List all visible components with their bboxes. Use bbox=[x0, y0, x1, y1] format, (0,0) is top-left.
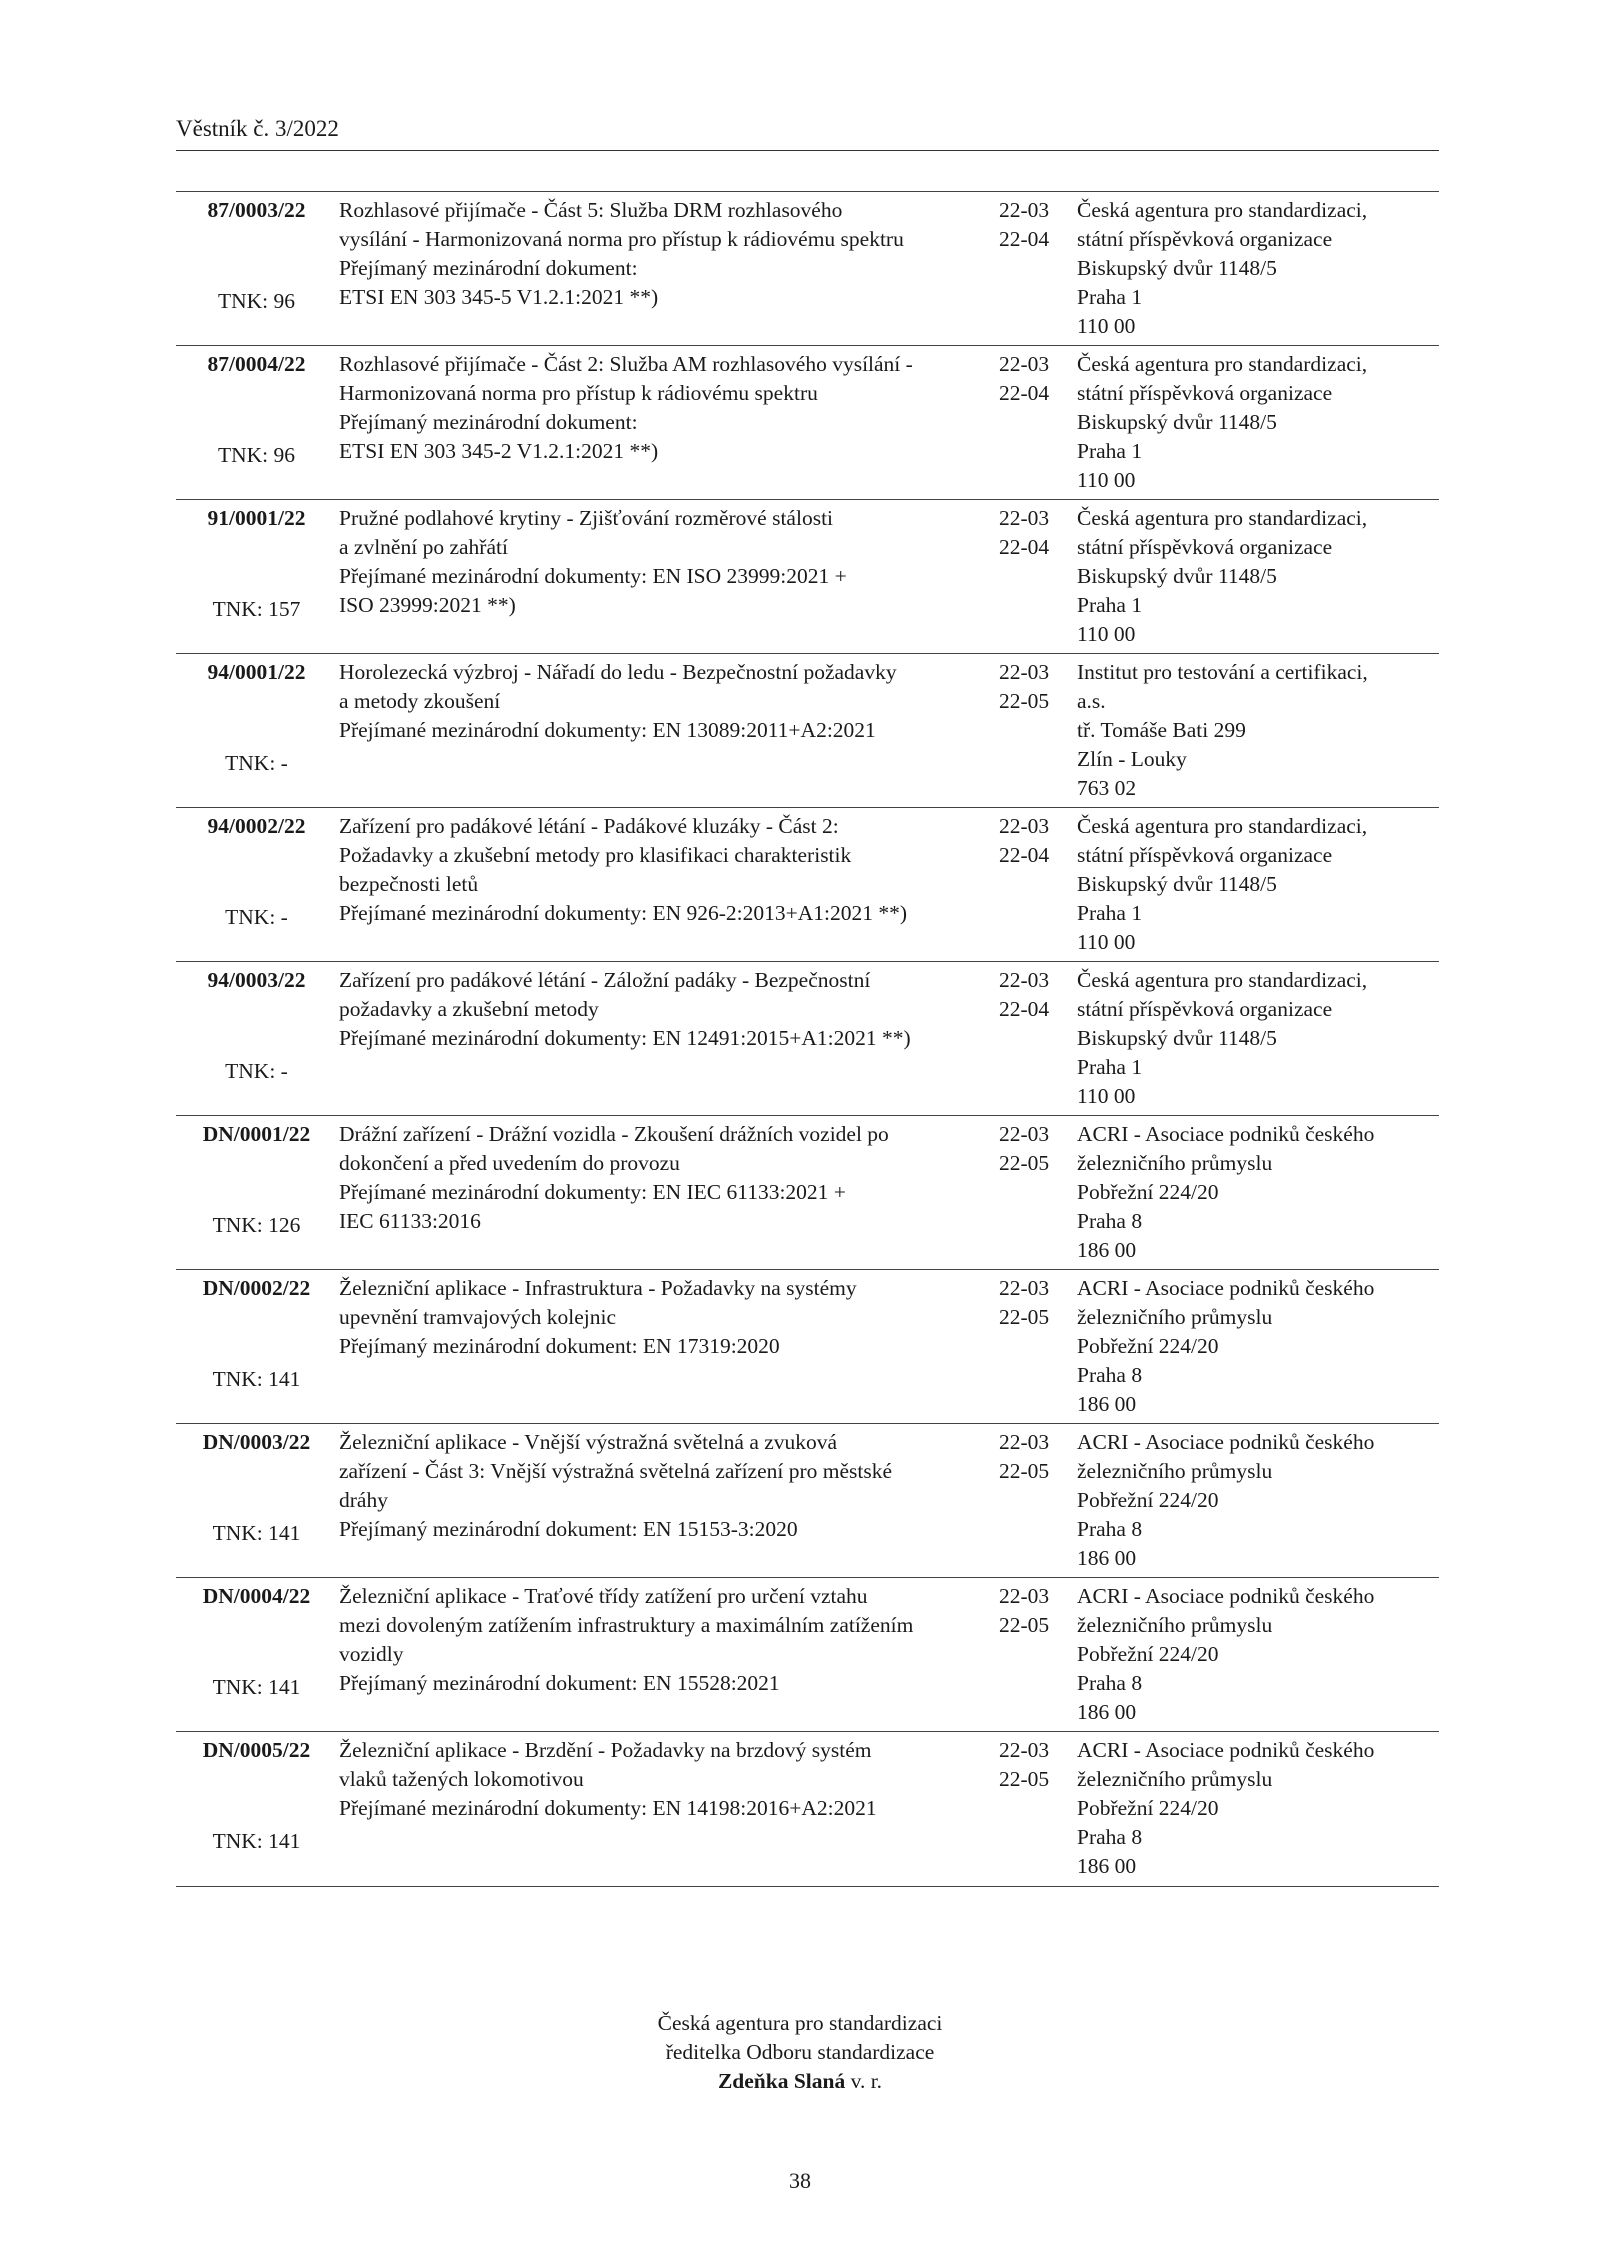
date-value: 22-04 bbox=[999, 227, 1050, 251]
title-cell bbox=[331, 196, 993, 345]
organization-line: Praha 1 bbox=[1077, 1055, 1143, 1079]
title-line: Pružné podlahové krytiny - Zjišťování rozměrové stálosti bbox=[339, 506, 834, 530]
organization-line: 186 00 bbox=[1077, 1854, 1137, 1878]
date-value: 22-03 bbox=[999, 1276, 1050, 1300]
tnk-number: TNK: - bbox=[225, 905, 288, 929]
date-value: 22-05 bbox=[999, 1305, 1050, 1329]
organization-line: Pobřežní 224/20 bbox=[1077, 1488, 1219, 1512]
title-line: upevnění tramvajových kolejnic bbox=[339, 1305, 617, 1329]
signature-role: ředitelka Odboru standardizace bbox=[665, 2040, 935, 2064]
code-cell bbox=[176, 658, 331, 807]
date-value: 22-03 bbox=[999, 198, 1050, 222]
date-value: 22-05 bbox=[999, 689, 1050, 713]
organization-cell bbox=[1073, 1582, 1439, 1731]
title-line: Přejímaný mezinárodní dokument: EN 17319:2020 bbox=[339, 1334, 780, 1358]
organization-cell bbox=[1073, 1274, 1439, 1423]
title-cell bbox=[331, 1428, 993, 1577]
date-value: 22-04 bbox=[999, 381, 1050, 405]
date-value: 22-03 bbox=[999, 660, 1050, 684]
date-value: 22-05 bbox=[999, 1151, 1050, 1175]
title-line: Přejímané mezinárodní dokumenty: EN 926-2:2013+A1:2021 **) bbox=[339, 901, 908, 925]
organization-line: Praha 1 bbox=[1077, 593, 1143, 617]
date-value: 22-05 bbox=[999, 1459, 1050, 1483]
title-line: Přejímané mezinárodní dokumenty: EN 12491:2015+A1:2021 **) bbox=[339, 1026, 911, 1050]
title-line: ISO 23999:2021 **) bbox=[339, 593, 516, 617]
organization-line: Praha 1 bbox=[1077, 285, 1143, 309]
table-row bbox=[176, 653, 1439, 807]
standard-code: DN/0004/22 bbox=[202, 1584, 311, 1608]
dates-cell bbox=[993, 196, 1073, 345]
organization-line: Pobřežní 224/20 bbox=[1077, 1642, 1219, 1666]
organization-cell bbox=[1073, 1428, 1439, 1577]
organization-line: železničního průmyslu bbox=[1077, 1613, 1273, 1637]
table-row bbox=[176, 1577, 1439, 1731]
title-line: dokončení a před uvedením do provozu bbox=[339, 1151, 680, 1175]
organization-line: 186 00 bbox=[1077, 1700, 1137, 1724]
title-line: bezpečnosti letů bbox=[339, 872, 479, 896]
organization-line: Praha 1 bbox=[1077, 901, 1143, 925]
title-line: Rozhlasové přijímače - Část 5: Služba DRM rozhlasového bbox=[339, 198, 843, 222]
organization-line: 186 00 bbox=[1077, 1238, 1137, 1262]
title-line: dráhy bbox=[339, 1488, 388, 1512]
standard-code: DN/0001/22 bbox=[202, 1122, 311, 1146]
title-line: Přejímaný mezinárodní dokument: EN 15153-3:2020 bbox=[339, 1517, 798, 1541]
organization-cell bbox=[1073, 812, 1439, 961]
organization-line: ACRI - Asociace podniků českého bbox=[1077, 1738, 1375, 1762]
title-cell bbox=[331, 812, 993, 961]
dates-cell bbox=[993, 812, 1073, 961]
date-value: 22-03 bbox=[999, 1122, 1050, 1146]
organization-line: Česká agentura pro standardizaci, bbox=[1077, 198, 1368, 222]
title-line: Harmonizovaná norma pro přístup k rádiovému spektru bbox=[339, 381, 818, 405]
organization-line: Pobřežní 224/20 bbox=[1077, 1796, 1219, 1820]
tnk-number: TNK: - bbox=[225, 751, 288, 775]
date-value: 22-05 bbox=[999, 1767, 1050, 1791]
page-number: 38 bbox=[789, 2168, 811, 2193]
organization-line: Česká agentura pro standardizaci, bbox=[1077, 814, 1368, 838]
date-value: 22-04 bbox=[999, 535, 1050, 559]
organization-line: Praha 8 bbox=[1077, 1209, 1143, 1233]
title-line: Rozhlasové přijímače - Část 2: Služba AM rozhlasového vysílání - bbox=[339, 352, 913, 376]
code-cell bbox=[176, 966, 331, 1115]
journal-title: Věstník č. 3/2022 bbox=[176, 116, 339, 141]
title-line: požadavky a zkušební metody bbox=[339, 997, 599, 1021]
code-cell bbox=[176, 1428, 331, 1577]
organization-line: 186 00 bbox=[1077, 1392, 1137, 1416]
organization-cell bbox=[1073, 196, 1439, 345]
title-cell bbox=[331, 1736, 993, 1886]
standard-code: 94/0001/22 bbox=[207, 660, 306, 684]
organization-line: Praha 8 bbox=[1077, 1825, 1143, 1849]
title-cell bbox=[331, 1274, 993, 1423]
tnk-number: TNK: 157 bbox=[212, 597, 301, 621]
title-line: IEC 61133:2016 bbox=[339, 1209, 481, 1233]
title-line: vysílání - Harmonizovaná norma pro přístup k rádiovému spektru bbox=[339, 227, 904, 251]
date-value: 22-03 bbox=[999, 1738, 1050, 1762]
title-line: Přejímané mezinárodní dokumenty: EN 14198:2016+A2:2021 bbox=[339, 1796, 877, 1820]
organization-cell bbox=[1073, 350, 1439, 499]
tnk-number: TNK: 96 bbox=[217, 443, 296, 467]
standard-code: DN/0005/22 bbox=[202, 1738, 311, 1762]
organization-cell bbox=[1073, 1120, 1439, 1269]
tnk-number: TNK: 141 bbox=[212, 1367, 301, 1391]
organization-line: 110 00 bbox=[1077, 314, 1136, 338]
organization-line: 110 00 bbox=[1077, 468, 1136, 492]
standard-code: 94/0003/22 bbox=[207, 968, 306, 992]
title-line: Přejímané mezinárodní dokumenty: EN IEC 61133:2021 + bbox=[339, 1180, 846, 1204]
organization-line: 186 00 bbox=[1077, 1546, 1137, 1570]
organization-line: Česká agentura pro standardizaci, bbox=[1077, 968, 1368, 992]
organization-line: železničního průmyslu bbox=[1077, 1459, 1273, 1483]
code-cell bbox=[176, 504, 331, 653]
organization-line: Biskupský dvůr 1148/5 bbox=[1077, 256, 1277, 280]
title-line: Železniční aplikace - Brzdění - Požadavky na brzdový systém bbox=[339, 1738, 872, 1762]
code-cell bbox=[176, 1736, 331, 1886]
organization-line: státní příspěvková organizace bbox=[1077, 381, 1333, 405]
dates-cell bbox=[993, 1428, 1073, 1577]
table-row bbox=[176, 961, 1439, 1115]
title-line: Přejímané mezinárodní dokumenty: EN ISO 23999:2021 + bbox=[339, 564, 847, 588]
date-value: 22-05 bbox=[999, 1613, 1050, 1637]
title-line: vozidly bbox=[339, 1642, 404, 1666]
date-value: 22-03 bbox=[999, 814, 1050, 838]
standard-code: 94/0002/22 bbox=[207, 814, 306, 838]
table-row bbox=[176, 499, 1439, 653]
title-line: Přejímaný mezinárodní dokument: EN 15528:2021 bbox=[339, 1671, 780, 1695]
organization-line: 763 02 bbox=[1077, 776, 1137, 800]
title-line: Drážní zařízení - Drážní vozidla - Zkoušení drážních vozidel po bbox=[339, 1122, 889, 1146]
title-line: zařízení - Část 3: Vnější výstražná světelná zařízení pro městské bbox=[339, 1459, 893, 1483]
title-line: Zařízení pro padákové létání - Padákové kluzáky - Část 2: bbox=[339, 814, 839, 838]
title-line: Přejímaný mezinárodní dokument: bbox=[339, 410, 638, 434]
title-line: Požadavky a zkušební metody pro klasifikaci charakteristik bbox=[339, 843, 852, 867]
organization-line: ACRI - Asociace podniků českého bbox=[1077, 1584, 1375, 1608]
dates-cell bbox=[993, 1120, 1073, 1269]
organization-line: státní příspěvková organizace bbox=[1077, 843, 1333, 867]
date-value: 22-03 bbox=[999, 1584, 1050, 1608]
organization-line: 110 00 bbox=[1077, 1084, 1136, 1108]
title-cell bbox=[331, 966, 993, 1115]
running-header bbox=[176, 114, 1439, 151]
standard-code: 91/0001/22 bbox=[207, 506, 306, 530]
title-line: vlaků tažených lokomotivou bbox=[339, 1767, 584, 1791]
code-cell bbox=[176, 1582, 331, 1731]
organization-line: Pobřežní 224/20 bbox=[1077, 1180, 1219, 1204]
organization-line: tř. Tomáše Bati 299 bbox=[1077, 718, 1246, 742]
organization-line: Praha 8 bbox=[1077, 1517, 1143, 1541]
dates-cell bbox=[993, 966, 1073, 1115]
organization-cell bbox=[1073, 658, 1439, 807]
tnk-number: TNK: 126 bbox=[212, 1213, 301, 1237]
title-line: Železniční aplikace - Vnější výstražná světelná a zvuková bbox=[339, 1430, 838, 1454]
organization-line: státní příspěvková organizace bbox=[1077, 997, 1333, 1021]
organization-cell bbox=[1073, 1736, 1439, 1886]
code-cell bbox=[176, 350, 331, 499]
date-value: 22-03 bbox=[999, 968, 1050, 992]
title-cell bbox=[331, 350, 993, 499]
dates-cell bbox=[993, 658, 1073, 807]
title-cell bbox=[331, 1582, 993, 1731]
title-line: Horolezecká výzbroj - Nářadí do ledu - Bezpečnostní požadavky bbox=[339, 660, 897, 684]
signature-agency: Česká agentura pro standardizaci bbox=[657, 2011, 943, 2035]
table-row bbox=[176, 807, 1439, 961]
title-line: ETSI EN 303 345-5 V1.2.1:2021 **) bbox=[339, 285, 659, 309]
organization-line: železničního průmyslu bbox=[1077, 1767, 1273, 1791]
title-line: Přejímaný mezinárodní dokument: bbox=[339, 256, 638, 280]
organization-line: ACRI - Asociace podniků českého bbox=[1077, 1430, 1375, 1454]
tnk-number: TNK: 96 bbox=[217, 289, 296, 313]
standard-code: 87/0004/22 bbox=[207, 352, 306, 376]
title-line: ETSI EN 303 345-2 V1.2.1:2021 **) bbox=[339, 439, 659, 463]
standard-code: DN/0002/22 bbox=[202, 1276, 311, 1300]
organization-cell bbox=[1073, 504, 1439, 653]
table-row bbox=[176, 191, 1439, 345]
title-line: a metody zkoušení bbox=[339, 689, 501, 713]
standards-table bbox=[176, 191, 1439, 1887]
standard-code: DN/0003/22 bbox=[202, 1430, 311, 1454]
table-row bbox=[176, 345, 1439, 499]
organization-line: Biskupský dvůr 1148/5 bbox=[1077, 410, 1277, 434]
organization-line: státní příspěvková organizace bbox=[1077, 535, 1333, 559]
title-line: Železniční aplikace - Traťové třídy zatížení pro určení vztahu bbox=[339, 1584, 868, 1608]
dates-cell bbox=[993, 1582, 1073, 1731]
date-value: 22-04 bbox=[999, 997, 1050, 1021]
signature-person bbox=[0, 2067, 1600, 2096]
organization-line: a.s. bbox=[1077, 689, 1106, 713]
signer-name: Zdeňka Slaná bbox=[717, 2069, 846, 2093]
organization-line: železničního průmyslu bbox=[1077, 1151, 1273, 1175]
tnk-number: TNK: 141 bbox=[212, 1521, 301, 1545]
table-row bbox=[176, 1731, 1439, 1887]
code-cell bbox=[176, 812, 331, 961]
date-value: 22-03 bbox=[999, 352, 1050, 376]
dates-cell bbox=[993, 350, 1073, 499]
dates-cell bbox=[993, 504, 1073, 653]
date-value: 22-04 bbox=[999, 843, 1050, 867]
title-line: Přejímané mezinárodní dokumenty: EN 13089:2011+A2:2021 bbox=[339, 718, 876, 742]
organization-cell bbox=[1073, 966, 1439, 1115]
organization-line: Pobřežní 224/20 bbox=[1077, 1334, 1219, 1358]
organization-line: státní příspěvková organizace bbox=[1077, 227, 1333, 251]
tnk-number: TNK: 141 bbox=[212, 1829, 301, 1853]
title-cell bbox=[331, 658, 993, 807]
organization-line: ACRI - Asociace podniků českého bbox=[1077, 1122, 1375, 1146]
organization-line: Institut pro testování a certifikaci, bbox=[1077, 660, 1368, 684]
tnk-number: TNK: 141 bbox=[212, 1675, 301, 1699]
table-row bbox=[176, 1423, 1439, 1577]
tnk-number: TNK: - bbox=[225, 1059, 288, 1083]
title-line: Železniční aplikace - Infrastruktura - Požadavky na systémy bbox=[339, 1276, 857, 1300]
code-cell bbox=[176, 1274, 331, 1423]
table-row bbox=[176, 1115, 1439, 1269]
title-cell bbox=[331, 504, 993, 653]
table-row bbox=[176, 1269, 1439, 1423]
code-cell bbox=[176, 196, 331, 345]
organization-line: 110 00 bbox=[1077, 930, 1136, 954]
organization-line: ACRI - Asociace podniků českého bbox=[1077, 1276, 1375, 1300]
organization-line: Biskupský dvůr 1148/5 bbox=[1077, 872, 1277, 896]
organization-line: Zlín - Louky bbox=[1077, 747, 1187, 771]
organization-line: Biskupský dvůr 1148/5 bbox=[1077, 1026, 1277, 1050]
date-value: 22-03 bbox=[999, 506, 1050, 530]
code-cell bbox=[176, 1120, 331, 1269]
dates-cell bbox=[993, 1274, 1073, 1423]
organization-line: Česká agentura pro standardizaci, bbox=[1077, 352, 1368, 376]
organization-line: 110 00 bbox=[1077, 622, 1136, 646]
title-line: a zvlnění po zahřátí bbox=[339, 535, 508, 559]
organization-line: Česká agentura pro standardizaci, bbox=[1077, 506, 1368, 530]
organization-line: Biskupský dvůr 1148/5 bbox=[1077, 564, 1277, 588]
organization-line: Praha 8 bbox=[1077, 1363, 1143, 1387]
organization-line: Praha 8 bbox=[1077, 1671, 1143, 1695]
organization-line: Praha 1 bbox=[1077, 439, 1143, 463]
dates-cell bbox=[993, 1736, 1073, 1886]
title-line: Zařízení pro padákové létání - Záložní padáky - Bezpečnostní bbox=[339, 968, 871, 992]
title-cell bbox=[331, 1120, 993, 1269]
organization-line: železničního průmyslu bbox=[1077, 1305, 1273, 1329]
standard-code: 87/0003/22 bbox=[207, 198, 306, 222]
signature-block bbox=[0, 2009, 1600, 2096]
signer-suffix: v. r. bbox=[845, 2069, 883, 2093]
title-line: mezi dovoleným zatížením infrastruktury a maximálním zatížením bbox=[339, 1613, 914, 1637]
date-value: 22-03 bbox=[999, 1430, 1050, 1454]
